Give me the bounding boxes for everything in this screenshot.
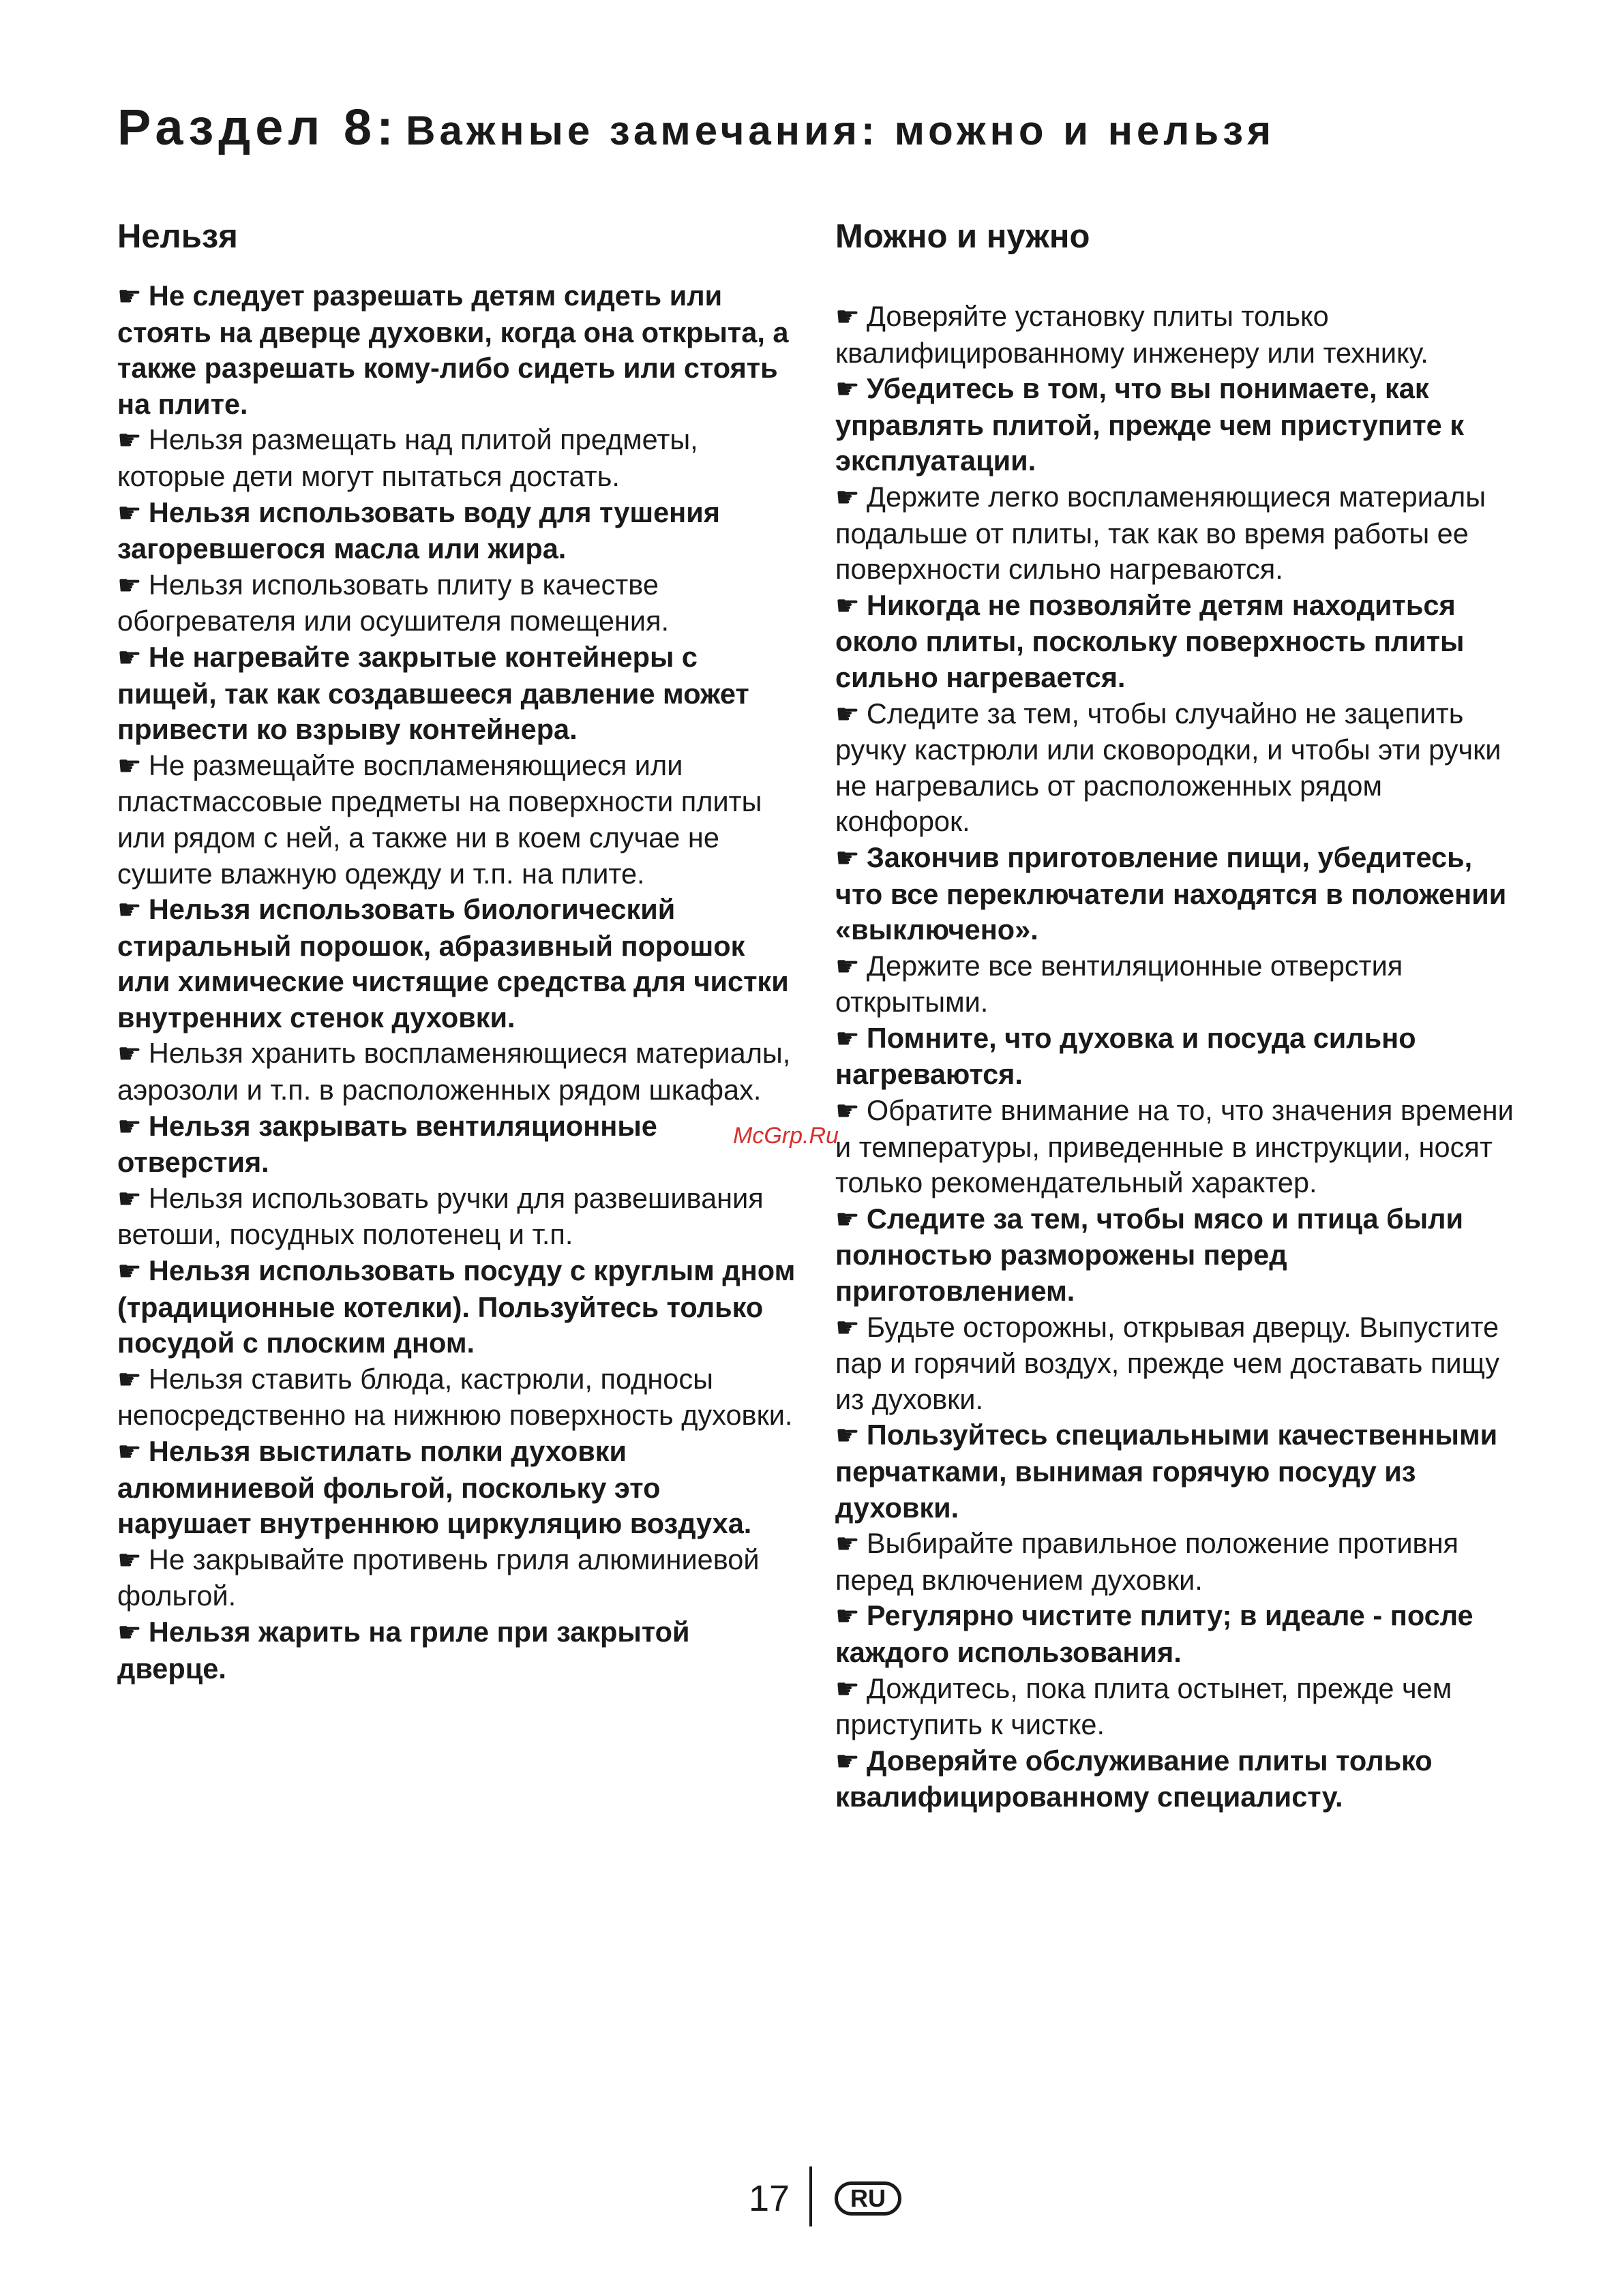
pointing-hand-icon: ☛: [117, 1256, 142, 1288]
pointing-hand-icon: ☛: [835, 1745, 860, 1777]
list-item-text: Пользуйтесь специальными качественными перчатками, вынимая горячую посуду из духовки.: [835, 1419, 1498, 1524]
list-item: [835, 299, 1524, 371]
list-item-text: Не нагревайте закрытые контейнеры с пищей, так как создавшееся давление может привести ко взрыву контейнера.: [117, 640, 749, 746]
list-item: [117, 567, 799, 639]
list-item-text: Выбирайте правильное положение противня перед включением духовки.: [835, 1527, 1458, 1596]
list-item-text: Нельзя использовать ручки для развешивания ветоши, посудных полотенец и т.п.: [117, 1181, 764, 1251]
list-item-text: Обратите внимание на то, что значения времени и температуры, приведенные в инструкции, носят только рекомендательный характер.: [835, 1094, 1514, 1199]
list-item: [835, 1743, 1524, 1815]
pointing-hand-icon: ☛: [117, 425, 142, 457]
footer-divider: [809, 2166, 812, 2226]
pointing-hand-icon: ☛: [117, 750, 142, 782]
pointing-hand-icon: ☛: [835, 1096, 860, 1128]
list-item: [117, 1434, 799, 1542]
pointing-hand-icon: ☛: [835, 1673, 860, 1705]
pointing-hand-icon: ☛: [835, 698, 860, 730]
list-item: [117, 1108, 799, 1181]
list-item: [117, 422, 799, 494]
pointing-hand-icon: ☛: [117, 894, 142, 926]
pointing-hand-icon: ☛: [117, 1183, 142, 1215]
list-item: [835, 1598, 1524, 1670]
list-item-text: Доверяйте установку плиты только квалифицированному инженеру или технику.: [835, 300, 1428, 369]
list-item: [117, 1614, 799, 1687]
pointing-hand-icon: ☛: [835, 950, 860, 982]
page-title: [117, 99, 1508, 155]
list-item-text: Нельзя использовать воду для тушения загоревшегося масла или жира.: [117, 496, 720, 565]
list-item-text: Дождитесь, пока плита остынет, прежде чем приступить к чистке.: [835, 1672, 1452, 1741]
list-item-text: Закончив приготовление пищи, убедитесь, что все переключатели находятся в положении «выключено».: [835, 841, 1507, 946]
pointing-hand-icon: ☛: [117, 1544, 142, 1576]
list-item-text: Нельзя ставить блюда, кастрюли, подносы непосредственно на нижнюю поверхность духовки.: [117, 1362, 793, 1432]
pointing-hand-icon: ☛: [117, 1038, 142, 1070]
list-item: [117, 1181, 799, 1253]
list-item-text: Нельзя использовать посуду с круглым дном (традиционные котелки). Пользуйтесь только посудой с плоским дном.: [117, 1254, 796, 1359]
language-badge: RU: [835, 2181, 901, 2216]
list-item: [835, 1671, 1524, 1743]
dos-list: [835, 299, 1524, 1815]
pointing-hand-icon: ☛: [835, 481, 860, 513]
list-item: [835, 948, 1524, 1021]
donts-heading: Нельзя: [117, 218, 238, 255]
list-item: [117, 1036, 799, 1108]
list-item: [835, 1526, 1524, 1598]
page-number: 17: [749, 2178, 790, 2219]
pointing-hand-icon: ☛: [835, 590, 860, 622]
list-item-text: Держите все вентиляционные отверстия открытыми.: [835, 949, 1403, 1018]
pointing-hand-icon: ☛: [835, 1023, 860, 1055]
list-item: [117, 1542, 799, 1614]
list-item-text: Нельзя использовать плиту в качестве обогревателя или осушителя помещения.: [117, 568, 670, 637]
list-item: [835, 840, 1524, 948]
list-item-text: Нельзя хранить воспламеняющиеся материалы, аэрозоли и т.п. в расположенных рядом шкафах.: [117, 1037, 791, 1106]
pointing-hand-icon: ☛: [117, 1436, 142, 1468]
pointing-hand-icon: ☛: [117, 1616, 142, 1648]
list-item: [835, 479, 1524, 588]
list-item: [117, 278, 799, 422]
page-title-main: Важные замечания: можно и нельзя: [406, 108, 1276, 153]
list-item-text: Держите легко воспламеняющиеся материалы подальше от плиты, так как во время работы ее поверхности сильно нагреваются.: [835, 480, 1486, 586]
list-item: [835, 696, 1524, 840]
pointing-hand-icon: ☛: [835, 1312, 860, 1344]
list-item: [117, 1361, 799, 1434]
list-item-text: Следите за тем, чтобы случайно не зацепить ручку кастрюли или сковородки, и чтобы эти ручки не нагревались от расположенных рядом конфорок.: [835, 697, 1501, 838]
list-item: [117, 639, 799, 748]
pointing-hand-icon: ☛: [117, 1111, 142, 1143]
list-item: [117, 892, 799, 1036]
list-item-text: Никогда не позволяйте детям находиться около плиты, поскольку поверхность плиты сильно нагревается.: [835, 588, 1465, 693]
list-item: [835, 1201, 1524, 1310]
donts-column: [117, 217, 799, 1687]
pointing-hand-icon: ☛: [835, 374, 860, 406]
dos-column: [835, 217, 1524, 1815]
list-item-text: Нельзя жарить на гриле при закрытой дверце.: [117, 1615, 690, 1685]
pointing-hand-icon: ☛: [835, 1420, 860, 1452]
pointing-hand-icon: ☛: [117, 641, 142, 674]
list-item-text: Регулярно чистите плиту; в идеале - после каждого использования.: [835, 1599, 1473, 1668]
list-item-text: Будьте осторожны, открывая дверцу. Выпустите пар и горячий воздух, прежде чем доставать пищу из духовки.: [835, 1310, 1499, 1415]
pointing-hand-icon: ☛: [117, 281, 142, 312]
pointing-hand-icon: ☛: [835, 842, 860, 874]
list-item-text: Доверяйте обслуживание плиты только квалифицированному специалисту.: [835, 1744, 1433, 1813]
list-item: [835, 1417, 1524, 1526]
list-item: [835, 371, 1524, 479]
dos-heading: Можно и нужно: [835, 218, 1090, 255]
list-item: [117, 1253, 799, 1361]
pointing-hand-icon: ☛: [117, 497, 142, 529]
list-item-text: Нельзя выстилать полки духовки алюминиевой фольгой, поскольку это нарушает внутреннюю циркуляцию воздуха.: [117, 1435, 752, 1540]
list-item-text: Помните, что духовка и посуда сильно нагреваются.: [835, 1021, 1416, 1091]
list-item: [835, 1093, 1524, 1201]
list-item-text: Не закрывайте противень гриля алюминиевой фольгой.: [117, 1543, 760, 1612]
list-item: [835, 1021, 1524, 1093]
list-item-text: Не следует разрешать детям сидеть или стоять на дверце духовки, когда она открыта, а также разрешать кому-либо сидеть или стоять на плите.: [117, 280, 789, 420]
pointing-hand-icon: ☛: [117, 1363, 142, 1395]
donts-list: [117, 278, 799, 1687]
pointing-hand-icon: ☛: [835, 301, 860, 333]
list-item: [117, 495, 799, 567]
pointing-hand-icon: ☛: [835, 1528, 860, 1560]
pointing-hand-icon: ☛: [117, 569, 142, 601]
watermark: McGrp.Ru: [733, 1123, 839, 1149]
list-item-text: Убедитесь в том, что вы понимаете, как управлять плитой, прежде чем приступите к эксплуатации.: [835, 372, 1465, 477]
list-item-text: Нельзя закрывать вентиляционные отверстия.: [117, 1109, 657, 1179]
list-item-text: Нельзя использовать биологический стиральный порошок, абразивный порошок или химические чистящие средства для чистки внутренних стенок духовки.: [117, 893, 789, 1033]
pointing-hand-icon: ☛: [835, 1203, 860, 1235]
list-item: [835, 1310, 1524, 1418]
list-item-text: Не размещайте воспламеняющиеся или пластмассовые предметы на поверхности плиты или рядом с ней, а также ни в коем случае не сушите влажную одежду и т.п. на плите.: [117, 749, 762, 890]
list-item: [835, 588, 1524, 696]
page-title-prefix: Раздел 8:: [117, 99, 398, 155]
list-item-text: Следите за тем, чтобы мясо и птица были полностью разморожены перед приготовлением.: [835, 1202, 1464, 1308]
list-item-text: Нельзя размещать над плитой предметы, которые дети могут пытаться достать.: [117, 423, 698, 492]
pointing-hand-icon: ☛: [835, 1601, 860, 1633]
list-item: [117, 748, 799, 892]
